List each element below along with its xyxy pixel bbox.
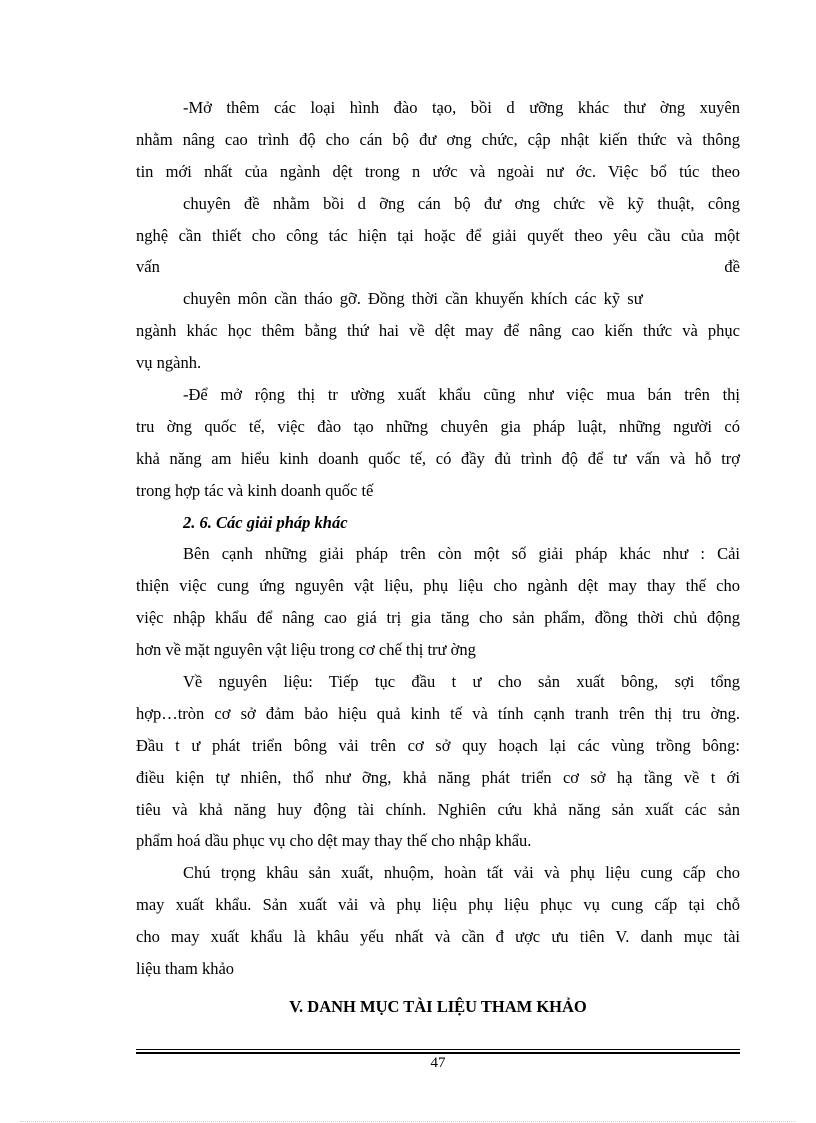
text-line: tiêu và khả năng huy động tài chính. Nghiên cứu khả năng sản xuất các sản (136, 799, 740, 819)
text-line: điều kiện tự nhiên, thổ như ỡng, khả năng phát triển cơ sở hạ tầng về t ới (136, 767, 740, 787)
page-edge-dotted-line (20, 1121, 796, 1122)
text-line: cho may xuất khẩu là khâu yếu nhất và cần đ ược ưu tiên V. danh mục tài (136, 927, 740, 947)
text-line: Về nguyên liệu: Tiếp tục đầu t ư cho sản xuất bông, sợi tổng (183, 672, 740, 692)
text-line: tru ờng quốc tế, việc đào tạo những chuyên gia pháp luật, những người có (136, 416, 740, 436)
word-right: đề (724, 257, 740, 277)
text-line: thiện việc cung ứng nguyên vật liệu, phụ liệu cho ngành dệt may thay thế cho (136, 576, 740, 596)
text-line: chuyên đề nhằm bồi d ỡng cán bộ đư ơng chức về kỹ thuật, công (183, 193, 740, 213)
text-line: phẩm hoá dầu phục vụ cho dệt may thay thế cho nhập khẩu. (136, 831, 532, 851)
text-line: trong hợp tác và kinh doanh quốc tế (136, 480, 374, 500)
text-line: tin mới nhất của ngành dệt trong n ước và ngoài nư ớc. Việc bổ túc theo (136, 161, 740, 181)
text-line: Bên cạnh những giải pháp trên còn một số giải pháp khác như : Cải (183, 544, 740, 564)
text-line: nhằm nâng cao trình độ cho cán bộ đư ơng chức, cập nhật kiến thức và thông (136, 129, 740, 149)
text-line: hơn về mặt nguyên vật liệu trong cơ chế thị trư ờng (136, 640, 476, 660)
text-line: Đầu t ư phát triển bông vải trên cơ sở quy hoạch lại các vùng trồng bông: (136, 735, 740, 755)
section-heading: 2. 6. Các giải pháp khác (183, 512, 348, 532)
text-line: may xuất khẩu. Sản xuất vải và phụ liệu phụ liệu phục vụ cung cấp tại chỗ (136, 895, 740, 915)
page-number: 47 (430, 1055, 446, 1071)
text-line: ngành khác học thêm bằng thứ hai về dệt may để nâng cao kiến thức và phục (136, 321, 740, 341)
references-title: V. DANH MỤC TÀI LIỆU THAM KHẢO (289, 996, 587, 1016)
footer-rule (136, 1049, 740, 1050)
text-line: -Mở thêm các loại hình đào tạo, bồi d ưỡng khác thư ờng xuyên (183, 98, 740, 117)
body-text (136, 92, 740, 1023)
text-line: việc nhập khẩu để nâng cao giá trị gia tăng cho sản phẩm, đồng thời chủ động (136, 608, 740, 628)
text-line: Chú trọng khâu sản xuất, nhuộm, hoàn tất vải và phụ liệu cung cấp cho (183, 863, 740, 883)
text-line: liệu tham khảo (136, 959, 235, 979)
text-line: chuyên môn cần tháo gỡ. Đồng thời cần khuyến khích các kỹ sư (183, 289, 643, 309)
text-line: vụ ngành. (136, 353, 202, 373)
text-line: -Để mở rộng thị tr ường xuất khẩu cũng như việc mua bán trên thị (183, 385, 740, 405)
footer-rule-thick (136, 1052, 740, 1054)
word-left: vấn (136, 257, 160, 277)
split-line (136, 251, 740, 283)
text-line: nghệ cần thiết cho công tác hiện tại hoặc để giải quyết theo yêu cầu của một (136, 225, 740, 245)
text-line: khả năng am hiểu kinh doanh quốc tế, có đầy đủ trình độ để tư vấn và hỗ trợ (136, 448, 740, 468)
text-line: hợp…tròn cơ sở đảm bảo hiệu quả kinh tế và tính cạnh tranh trên thị tru ờng. (136, 703, 740, 723)
